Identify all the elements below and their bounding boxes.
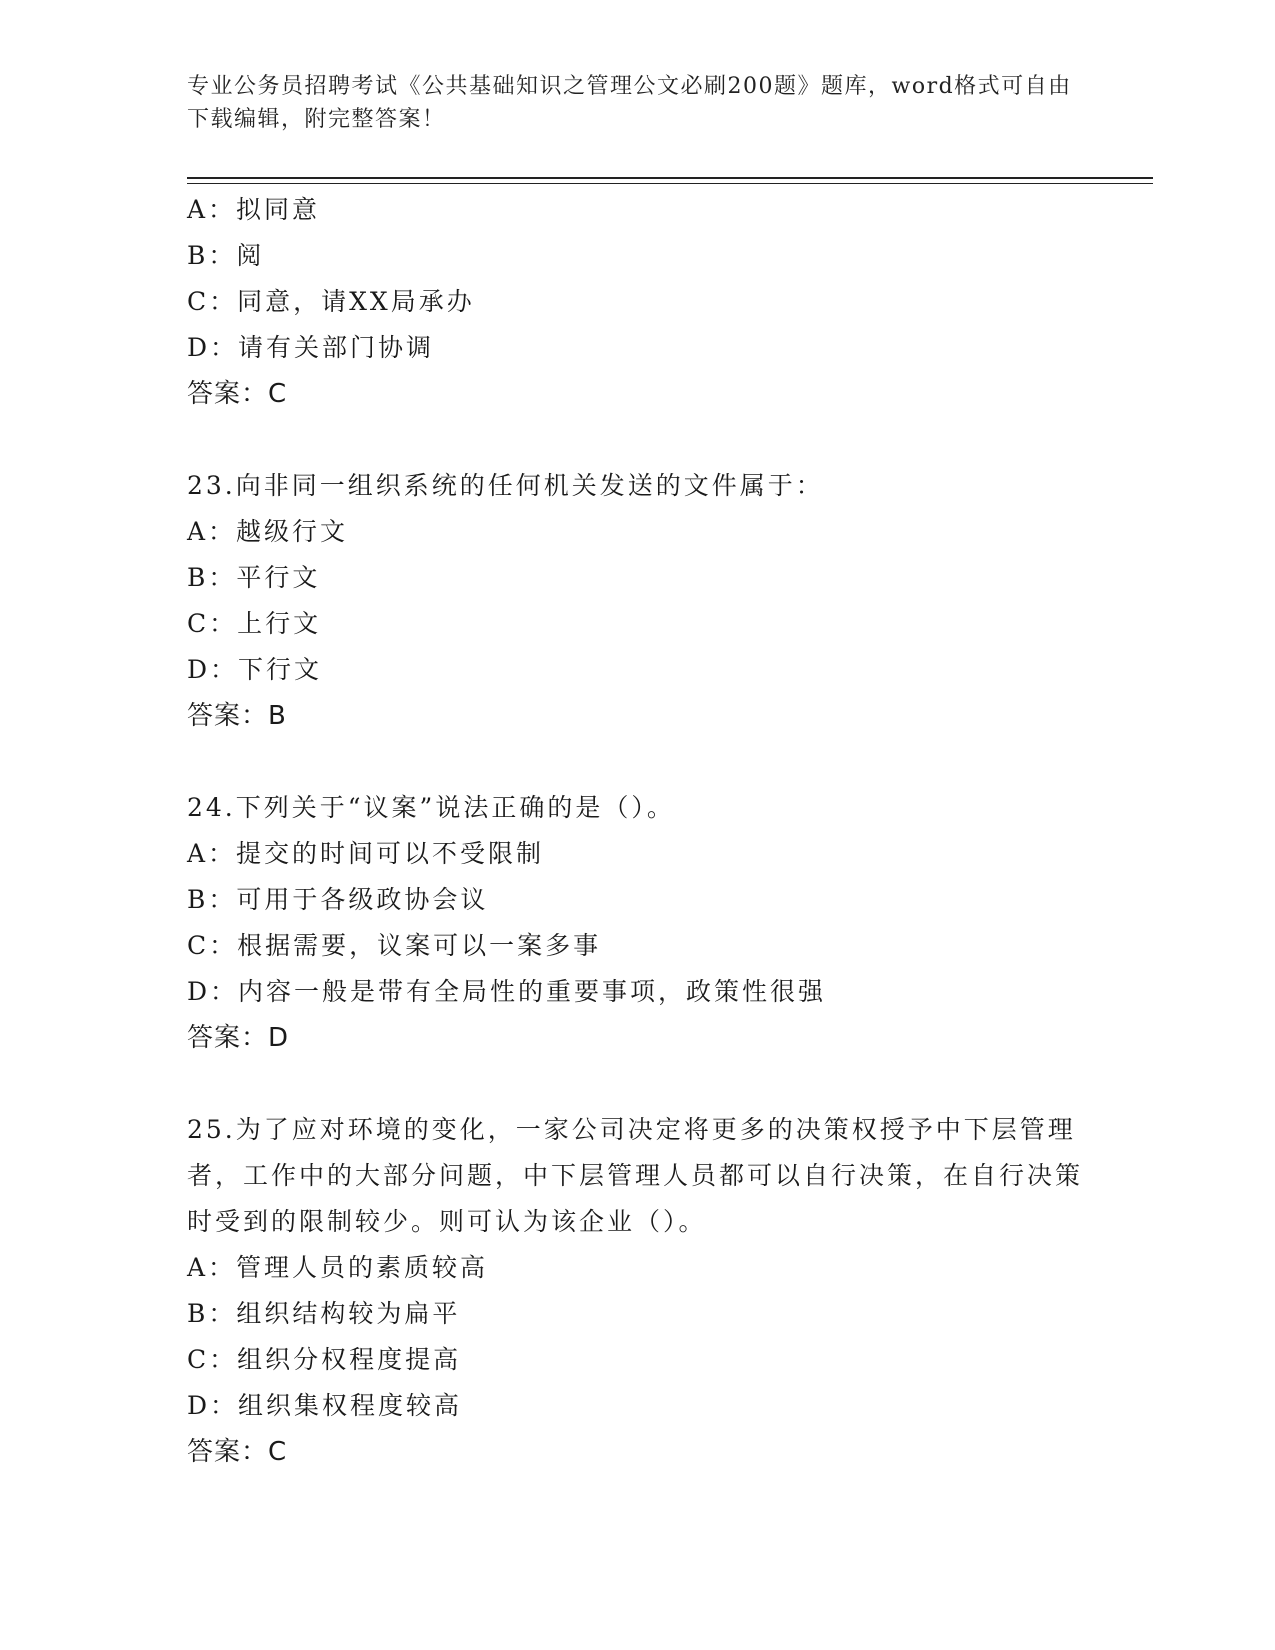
option-c: C：根据需要，议案可以一案多事	[187, 931, 602, 960]
option-a: A：拟同意	[187, 195, 321, 224]
option-a: A：越级行文	[187, 517, 349, 546]
spacer	[187, 1061, 1087, 1107]
spacer	[187, 417, 1087, 463]
option-a: A：提交的时间可以不受限制	[187, 839, 545, 868]
option-a: A：管理人员的素质较高	[187, 1253, 489, 1282]
option-d: D：请有关部门协调	[187, 333, 435, 362]
question-stem: 23.向非同一组织系统的任何机关发送的文件属于：	[187, 471, 824, 500]
question-24	[187, 785, 1087, 1061]
option-c: C：组织分权程度提高	[187, 1345, 462, 1374]
option-d: D：下行文	[187, 655, 323, 684]
option-b: B：阅	[187, 241, 265, 270]
option-c: C：同意，请XX局承办	[187, 287, 475, 316]
answer: 答案：D	[187, 1023, 290, 1053]
question-stem: 24.下列关于“议案”说法正确的是（）。	[187, 793, 675, 822]
question-25	[187, 1107, 1087, 1475]
option-d: D：组织集权程度较高	[187, 1391, 463, 1420]
header-divider-thin	[187, 183, 1153, 184]
page-header: 专业公务员招聘考试《公共基础知识之管理公文必刷200题》题库，word格式可自由下载编辑，附完整答案！	[187, 74, 1072, 132]
option-c: C：上行文	[187, 609, 322, 638]
spacer	[187, 739, 1087, 785]
header-divider-thick	[187, 177, 1153, 179]
option-d: D：内容一般是带有全局性的重要事项，政策性很强	[187, 977, 827, 1006]
answer: 答案：C	[187, 379, 288, 409]
answer: 答案：B	[187, 701, 287, 731]
option-b: B：可用于各级政协会议	[187, 885, 489, 914]
question-22	[187, 187, 1087, 417]
question-23	[187, 463, 1087, 739]
answer: 答案：C	[187, 1437, 288, 1467]
question-stem: 25.为了应对环境的变化，一家公司决定将更多的决策权授予中下层管理者，工作中的大部分问题，中下层管理人员都可以自行决策，在自行决策时受到的限制较少。则可认为该企业（）。	[187, 1115, 1084, 1236]
option-b: B：组织结构较为扁平	[187, 1299, 461, 1328]
question-list	[187, 187, 1087, 1475]
option-b: B：平行文	[187, 563, 321, 592]
